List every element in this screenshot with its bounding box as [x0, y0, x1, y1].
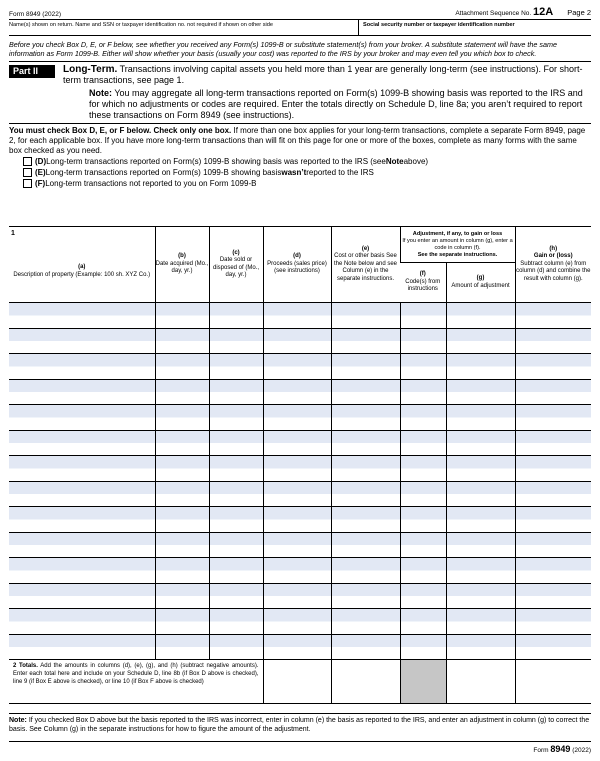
- cost-basis-cell[interactable]: [331, 405, 400, 431]
- table-header-top: [9, 227, 591, 263]
- proceeds-cell[interactable]: [263, 328, 331, 354]
- proceeds-cell[interactable]: [263, 430, 331, 456]
- table-row: [9, 634, 591, 660]
- gain-loss-cell[interactable]: [515, 507, 591, 533]
- adjustment-cell[interactable]: [446, 405, 515, 431]
- table-row: [9, 328, 591, 354]
- cost-basis-cell[interactable]: [331, 507, 400, 533]
- adjustment-cell[interactable]: [446, 456, 515, 482]
- date-acquired-cell[interactable]: [155, 328, 209, 354]
- must-check-text: You must check Box D, E, or F below. Check only one box. If more than one box applies for your long-term transactions, complete a separate Form 8949, page 2, for each applicable box. If you have more long-term transactions than will fit on this page for one or more of the boxes, complete as many forms with the same box checked as you need.: [9, 126, 586, 156]
- gain-loss-cell[interactable]: [515, 456, 591, 482]
- code-cell[interactable]: [400, 609, 446, 635]
- date-sold-cell[interactable]: [209, 456, 263, 482]
- gain-loss-cell[interactable]: [515, 558, 591, 584]
- page-header: [9, 6, 591, 20]
- proceeds-cell[interactable]: [263, 609, 331, 635]
- cost-basis-cell[interactable]: [331, 532, 400, 558]
- code-cell[interactable]: [400, 328, 446, 354]
- cost-basis-cell[interactable]: [331, 634, 400, 660]
- table-row: [9, 507, 591, 533]
- table-row: [9, 354, 591, 380]
- box-e-option[interactable]: (E) Long-term transactions reported on Form(s) 1099-B showing basis wasn’t reported to the IRS: [9, 167, 591, 178]
- table-row: [9, 430, 591, 456]
- bottom-note: Note: If you checked Box D above but the basis reported to the IRS was incorrect, enter in column (e) the basis as reported to the IRS, and enter an adjustment in column (g) to correct the basis. See Column (g) in the separate instructions for how to figure the amount of the adjustment.: [9, 713, 591, 734]
- proceeds-cell[interactable]: [263, 456, 331, 482]
- description-cell[interactable]: [9, 481, 155, 507]
- form-id: Form 8949 (2022): [9, 11, 62, 18]
- adjustment-cell[interactable]: [446, 507, 515, 533]
- proceeds-cell[interactable]: [263, 303, 331, 329]
- cost-basis-cell[interactable]: [331, 558, 400, 584]
- proceeds-cell[interactable]: [263, 405, 331, 431]
- code-cell[interactable]: [400, 405, 446, 431]
- date-sold-cell[interactable]: [209, 583, 263, 609]
- description-cell[interactable]: [9, 405, 155, 431]
- gain-loss-cell[interactable]: [515, 303, 591, 329]
- table-row: [9, 532, 591, 558]
- proceeds-cell[interactable]: [263, 583, 331, 609]
- page-footer: Form 8949 (2022): [9, 741, 591, 754]
- date-acquired-cell[interactable]: [155, 532, 209, 558]
- col-b-header: (b) Date acquired (Mo., day, yr.): [155, 227, 209, 303]
- attachment-sequence: Attachment Sequence No. 12A: [455, 6, 554, 18]
- date-sold-cell[interactable]: [209, 558, 263, 584]
- gain-loss-cell[interactable]: [515, 609, 591, 635]
- col-d-header: (d) Proceeds (sales price) (see instructions): [263, 227, 331, 303]
- intro-text: Before you check Box D, E, or F below, see whether you received any Form(s) 1099-B or substitute statement(s) from your broker. A substitute statement will have the same information as Form 1099-B. Either will show whether your basis (usually your cost) was reported to the IRS by your broker and may even tell you which box to check.: [9, 36, 591, 62]
- table-row: [9, 405, 591, 431]
- description-cell[interactable]: [9, 507, 155, 533]
- col-c-header: (c) Date sold or disposed of (Mo., day, yr.): [209, 227, 263, 303]
- total-cost-cell[interactable]: [331, 660, 400, 704]
- table-row: [9, 609, 591, 635]
- gain-loss-cell[interactable]: [515, 430, 591, 456]
- description-cell[interactable]: [9, 583, 155, 609]
- name-row: [9, 20, 591, 36]
- cost-basis-cell[interactable]: [331, 456, 400, 482]
- box-d-option[interactable]: (D) Long-term transactions reported on Form(s) 1099-B showing basis was reported to the IRS (see Note above): [9, 156, 591, 167]
- gain-loss-cell[interactable]: [515, 379, 591, 405]
- part-tag: Part II: [9, 65, 55, 78]
- code-cell[interactable]: [400, 634, 446, 660]
- total-code-cell-shaded: [400, 660, 446, 704]
- box-d-checkbox[interactable]: [23, 157, 32, 166]
- page-number: Page 2: [567, 8, 591, 17]
- box-f-option[interactable]: (F) Long-term transactions not reported to you on Form 1099-B: [9, 178, 591, 189]
- cost-basis-cell[interactable]: [331, 303, 400, 329]
- gain-loss-cell[interactable]: [515, 328, 591, 354]
- gain-loss-cell[interactable]: [515, 583, 591, 609]
- box-f-checkbox[interactable]: [23, 179, 32, 188]
- part-note: Note: You may aggregate all long-term transactions reported on Form(s) 1099-B showing basis was reported to the IRS and for which no adjustments or codes are required. Enter the totals directly on Schedule D, line 8a; you aren’t required to report these transactions on Form 8949 (see instructions).: [9, 86, 591, 124]
- date-acquired-cell[interactable]: [155, 609, 209, 635]
- code-cell[interactable]: [400, 354, 446, 380]
- description-cell[interactable]: [9, 532, 155, 558]
- adjustment-cell[interactable]: [446, 558, 515, 584]
- gain-loss-cell[interactable]: [515, 405, 591, 431]
- cost-basis-cell[interactable]: [331, 583, 400, 609]
- adjustment-cell[interactable]: [446, 430, 515, 456]
- date-sold-cell[interactable]: [209, 405, 263, 431]
- proceeds-cell[interactable]: [263, 558, 331, 584]
- adjustment-cell[interactable]: [446, 609, 515, 635]
- description-cell[interactable]: [9, 328, 155, 354]
- date-sold-cell[interactable]: [209, 634, 263, 660]
- name-field[interactable]: Name(s) shown on return. Name and SSN or taxpayer identification no. not required if shown on other side: [9, 20, 359, 35]
- date-acquired-cell[interactable]: [155, 634, 209, 660]
- table-row: [9, 456, 591, 482]
- code-cell[interactable]: [400, 456, 446, 482]
- gain-loss-cell[interactable]: [515, 532, 591, 558]
- date-acquired-cell[interactable]: [155, 583, 209, 609]
- col-g-header: (g) Amount of adjustment: [446, 263, 515, 303]
- cost-basis-cell[interactable]: [331, 328, 400, 354]
- date-acquired-cell[interactable]: [155, 558, 209, 584]
- part-header: [9, 62, 591, 86]
- date-sold-cell[interactable]: [209, 507, 263, 533]
- table-row: [9, 379, 591, 405]
- date-sold-cell[interactable]: [209, 379, 263, 405]
- transactions-table-area: [9, 226, 591, 704]
- cost-basis-cell[interactable]: [331, 481, 400, 507]
- col-e-header: (e) Cost or other basis See the Note below and see Column (e) in the separate instructions.: [331, 227, 400, 303]
- date-acquired-cell[interactable]: [155, 456, 209, 482]
- date-sold-cell[interactable]: [209, 354, 263, 380]
- proceeds-cell[interactable]: [263, 354, 331, 380]
- adjustment-cell[interactable]: [446, 481, 515, 507]
- col-a-header: 1 (a) Description of property (Example: 100 sh. XYZ Co.): [9, 227, 155, 303]
- proceeds-cell[interactable]: [263, 379, 331, 405]
- date-acquired-cell[interactable]: [155, 507, 209, 533]
- col-h-header: (h) Gain or (loss) Subtract column (e) from column (d) and combine the result with column (g).: [515, 227, 591, 303]
- transactions-table: [9, 226, 591, 704]
- proceeds-cell[interactable]: [263, 507, 331, 533]
- description-cell[interactable]: [9, 354, 155, 380]
- date-sold-cell[interactable]: [209, 609, 263, 635]
- adjustment-cell[interactable]: [446, 583, 515, 609]
- proceeds-cell[interactable]: [263, 634, 331, 660]
- adjustment-cell[interactable]: [446, 328, 515, 354]
- code-cell[interactable]: [400, 507, 446, 533]
- proceeds-cell[interactable]: [263, 481, 331, 507]
- table-row: [9, 558, 591, 584]
- date-acquired-cell[interactable]: [155, 430, 209, 456]
- date-sold-cell[interactable]: [209, 430, 263, 456]
- date-acquired-cell[interactable]: [155, 303, 209, 329]
- adjustment-cell[interactable]: [446, 303, 515, 329]
- code-cell[interactable]: [400, 558, 446, 584]
- table-row: [9, 583, 591, 609]
- adjustment-cell[interactable]: [446, 532, 515, 558]
- date-acquired-cell[interactable]: [155, 405, 209, 431]
- total-gain-cell[interactable]: [515, 660, 591, 704]
- total-proceeds-cell[interactable]: [263, 660, 331, 704]
- gain-loss-cell[interactable]: [515, 481, 591, 507]
- part-description: Long-Term. Transactions involving capital assets you held more than 1 year are generally long-term (see instructions). For short-term transactions, see page 1.: [63, 64, 583, 86]
- adjustment-header: Adjustment, if any, to gain or loss If you enter an amount in column (g), enter a code in column (f). See the separate instructions.: [400, 227, 515, 263]
- date-acquired-cell[interactable]: [155, 481, 209, 507]
- date-acquired-cell[interactable]: [155, 354, 209, 380]
- date-sold-cell[interactable]: [209, 328, 263, 354]
- gain-loss-cell[interactable]: [515, 634, 591, 660]
- description-cell[interactable]: [9, 634, 155, 660]
- description-cell[interactable]: [9, 456, 155, 482]
- date-acquired-cell[interactable]: [155, 379, 209, 405]
- code-cell[interactable]: [400, 481, 446, 507]
- date-sold-cell[interactable]: [209, 481, 263, 507]
- table-row: [9, 303, 591, 329]
- adjustment-cell[interactable]: [446, 379, 515, 405]
- totals-row: [9, 660, 591, 704]
- cost-basis-cell[interactable]: [331, 430, 400, 456]
- totals-label: 2 Totals. Add the amounts in columns (d), (e), (g), and (h) (subtract negative amounts). Enter each total here and include on your Schedule D, line 8b (if Box D above is checked), line 9 (if Box E above is checked), or line 10 (if Box F above is checked): [9, 660, 263, 704]
- form-page: [9, 6, 591, 189]
- proceeds-cell[interactable]: [263, 532, 331, 558]
- description-cell[interactable]: [9, 379, 155, 405]
- code-cell[interactable]: [400, 303, 446, 329]
- cost-basis-cell[interactable]: [331, 609, 400, 635]
- description-cell[interactable]: [9, 303, 155, 329]
- gain-loss-cell[interactable]: [515, 354, 591, 380]
- code-cell[interactable]: [400, 379, 446, 405]
- description-cell[interactable]: [9, 430, 155, 456]
- col-f-header: (f) Code(s) from instructions: [400, 263, 446, 303]
- ssn-field[interactable]: Social security number or taxpayer identification number: [363, 22, 515, 28]
- box-e-checkbox[interactable]: [23, 168, 32, 177]
- adjustment-cell[interactable]: [446, 634, 515, 660]
- adjustment-cell[interactable]: [446, 354, 515, 380]
- cost-basis-cell[interactable]: [331, 354, 400, 380]
- cost-basis-cell[interactable]: [331, 379, 400, 405]
- code-cell[interactable]: [400, 583, 446, 609]
- description-cell[interactable]: [9, 558, 155, 584]
- date-sold-cell[interactable]: [209, 532, 263, 558]
- table-row: [9, 481, 591, 507]
- code-cell[interactable]: [400, 430, 446, 456]
- date-sold-cell[interactable]: [209, 303, 263, 329]
- description-cell[interactable]: [9, 609, 155, 635]
- code-cell[interactable]: [400, 532, 446, 558]
- total-adjustment-cell[interactable]: [446, 660, 515, 704]
